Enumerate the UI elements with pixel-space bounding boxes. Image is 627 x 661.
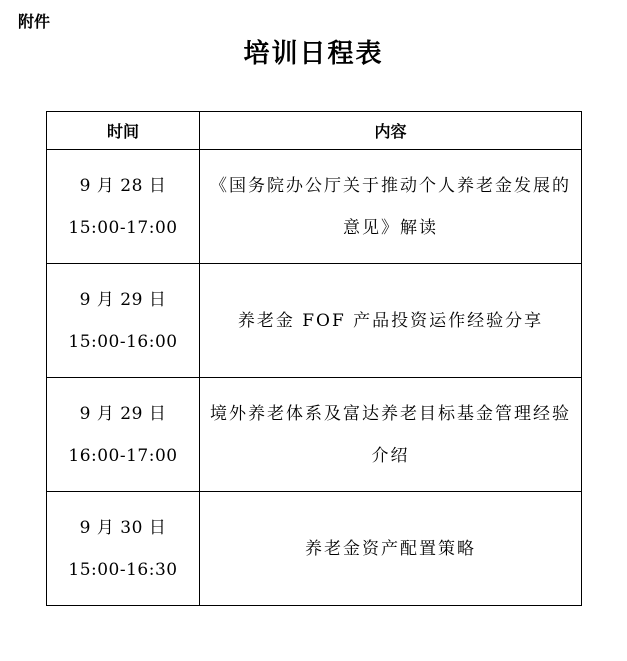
session-date: 9 月 29 日 xyxy=(79,403,167,424)
session-time: 16:00-17:00 xyxy=(68,445,178,466)
table-row xyxy=(47,492,582,606)
session-topic: 养老金 FOF 产品投资运作经验分享 xyxy=(237,310,544,331)
table-row xyxy=(47,264,582,378)
time-cell xyxy=(47,492,200,606)
session-topic: 《国务院办公厅关于推动个人养老金发展的意见》解读 xyxy=(210,175,571,238)
table-row xyxy=(47,378,582,492)
time-cell xyxy=(47,264,200,378)
attachment-label: 附件 xyxy=(18,12,51,31)
header-content: 内容 xyxy=(200,112,582,150)
time-cell xyxy=(47,378,200,492)
session-topic: 境外养老体系及富达养老目标基金管理经验介绍 xyxy=(210,403,571,466)
table-header-row xyxy=(47,112,582,150)
session-time: 15:00-17:00 xyxy=(68,217,178,238)
session-time: 15:00-16:00 xyxy=(68,331,178,352)
content-cell xyxy=(200,492,582,606)
content-cell xyxy=(200,378,582,492)
header-time: 时间 xyxy=(47,112,200,150)
session-date: 9 月 30 日 xyxy=(79,517,167,538)
session-topic: 养老金资产配置策略 xyxy=(305,538,476,559)
content-cell xyxy=(200,264,582,378)
schedule-table xyxy=(46,111,582,606)
content-cell xyxy=(200,150,582,264)
time-cell xyxy=(47,150,200,264)
session-date: 9 月 29 日 xyxy=(79,289,167,310)
session-date: 9 月 28 日 xyxy=(79,175,167,196)
page-title: 培训日程表 xyxy=(243,39,384,69)
table-row xyxy=(47,150,582,264)
session-time: 15:00-16:30 xyxy=(68,559,178,580)
